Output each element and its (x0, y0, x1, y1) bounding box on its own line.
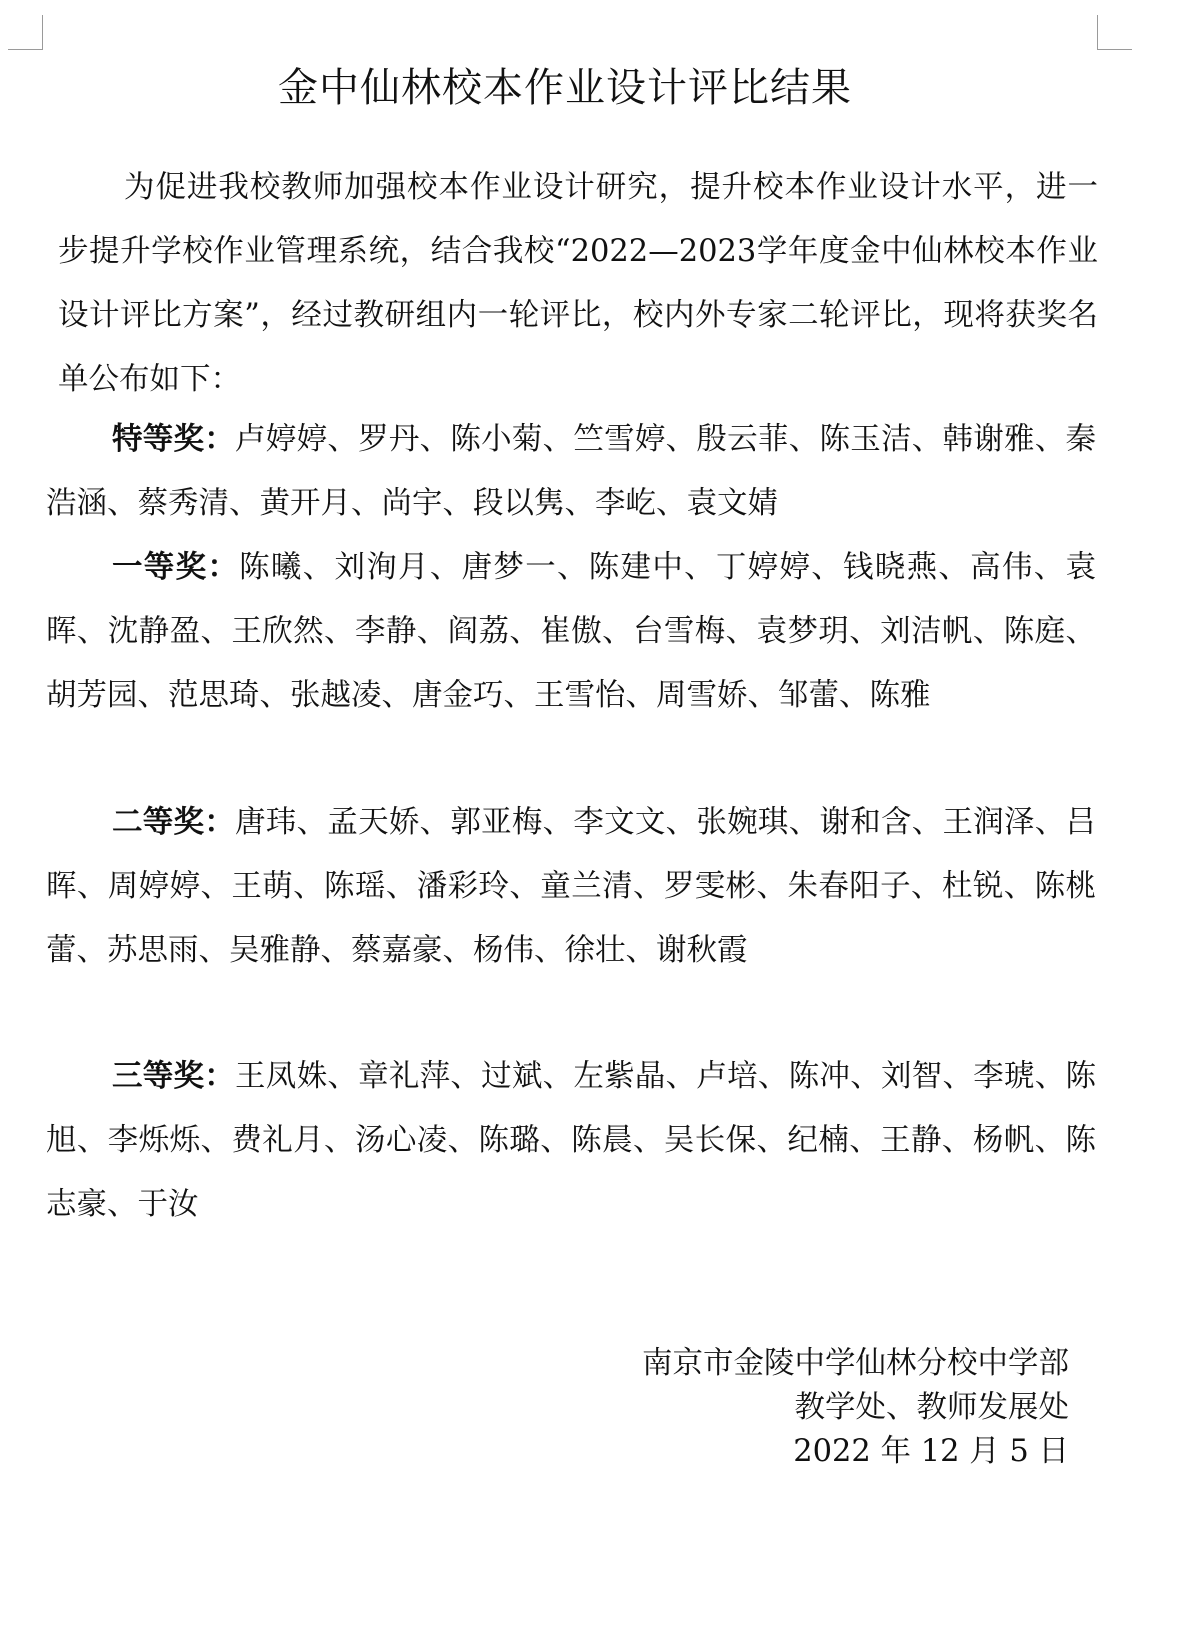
award-third (46, 1045, 1096, 1237)
award-label-second: 二等奖： (112, 805, 236, 840)
award-names-first: 陈曦、刘洵月、唐梦一、陈建中、丁婷婷、钱晓燕、高伟、袁晖、沈静盈、王欣然、李静、阎荔、崔傲、台雪梅、袁梦玥、刘洁帆、陈庭、胡芳园、范思琦、张越凌、唐金巧、王雪怡、周雪娇、邹蕾、陈雅 (46, 550, 1097, 713)
award-second (46, 791, 1096, 983)
award-label-special: 特等奖： (112, 422, 236, 457)
signature-block (642, 1342, 1069, 1474)
intro-paragraph: 为促进我校教师加强校本作业设计研究，提升校本作业设计水平，进一步提升学校作业管理系统，结合我校“2022—2023学年度金中仙林校本作业设计评比方案”，经过教研组内一轮评比，校内外专家二轮评比，现将获奖名单公布如下： (58, 170, 1098, 397)
signature-dept: 教学处、教师发展处 (794, 1390, 1069, 1425)
award-names-special: 卢婷婷、罗丹、陈小菊、竺雪婷、殷云菲、陈玉洁、韩谢雅、秦浩涵、蔡秀清、黄开月、尚宇、段以隽、李屹、袁文婧 (46, 422, 1097, 521)
document-title: 金中仙林校本作业设计评比结果 (278, 65, 852, 111)
page-corner-mark-top-left (8, 15, 43, 50)
signature-date: 2022 年 12 月 5 日 (793, 1434, 1069, 1469)
award-label-third: 三等奖： (112, 1059, 236, 1094)
award-names-second: 唐玮、孟天娇、郭亚梅、李文文、张婉琪、谢和含、王润泽、吕晖、周婷婷、王萌、陈瑶、潘彩玲、童兰清、罗雯彬、朱春阳子、杜锐、陈桃蕾、苏思雨、吴雅静、蔡嘉豪、杨伟、徐壮、谢秋霞 (46, 805, 1097, 968)
award-special (46, 408, 1096, 536)
signature-org: 南京市金陵中学仙林分校中学部 (642, 1346, 1069, 1381)
award-names-third: 王凤姝、章礼萍、过斌、左紫晶、卢培、陈冲、刘智、李琥、陈旭、李烁烁、费礼月、汤心凌、陈璐、陈晨、吴长保、纪楠、王静、杨帆、陈志豪、于汝 (46, 1059, 1097, 1222)
award-first (46, 536, 1096, 728)
award-label-first: 一等奖： (112, 550, 240, 585)
page-corner-mark-top-right (1097, 15, 1132, 50)
